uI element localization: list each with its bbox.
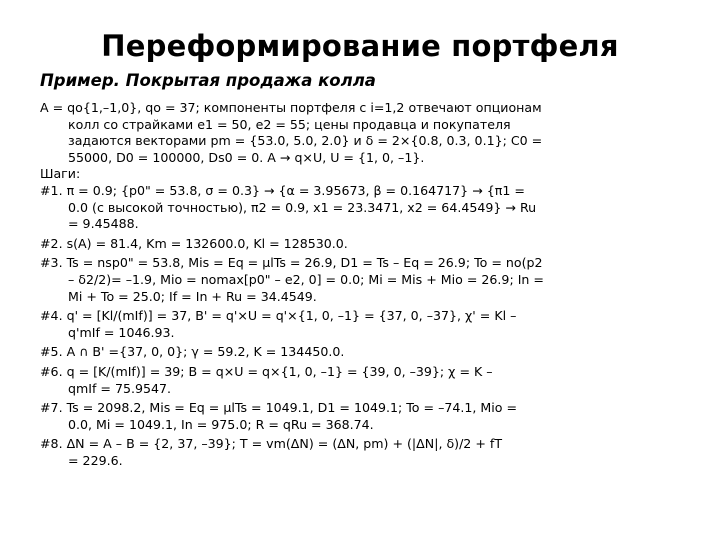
body-line: Шаги: bbox=[40, 166, 81, 182]
body-line: qmIf = 75.9547. bbox=[68, 380, 172, 396]
body-line: #1. π = 0.9; {p0" = 53.8, σ = 0.3} → {α = 3.95673, β = 0.164717} → {π1 = bbox=[40, 182, 525, 198]
body-line: = 229.6. bbox=[68, 452, 123, 468]
body-line: A = qo{1,–1,0}, qo = 37; компоненты портфеля с i=1,2 отвечают опционам bbox=[40, 100, 542, 115]
body-line: = 9.45488. bbox=[68, 216, 139, 232]
body-line: #2. s(A) = 81.4, Km = 132600.0, Kl = 128530.0. bbox=[40, 235, 348, 251]
slide-body bbox=[40, 100, 690, 469]
body-line: #7. Ts = 2098.2, Mis = Eq = μlTs = 1049.1, D1 = 1049.1; To = –74.1, Mio = bbox=[40, 400, 518, 416]
body-line: 0.0 (с высокой точностью), π2 = 0.9, x1 = 23.3471, x2 = 64.4549} → Ru bbox=[68, 199, 537, 215]
body-line: q'mIf = 1046.93. bbox=[68, 324, 175, 340]
body-line: #6. q = [K/(mIf)] = 39; B = q×U = q×{1, 0, –1} = {39, 0, –39}; χ = K – bbox=[40, 363, 493, 379]
example-heading: Пример. Покрытая продажа колла bbox=[40, 71, 376, 90]
body-line: #3. Ts = nsp0" = 53.8, Mis = Eq = μlTs = 26.9, D1 = Ts – Eq = 26.9; To = no(p2 bbox=[40, 255, 543, 271]
body-line: колл со страйками e1 = 50, e2 = 55; цены продавца и покупателя bbox=[68, 116, 511, 132]
slide-title: Переформирование портфеля bbox=[101, 29, 619, 63]
body-line: 55000, D0 = 100000, Ds0 = 0. A → q×U, U = {1, 0, –1}. bbox=[68, 149, 425, 165]
body-line: задаются векторами pm = {53.0, 5.0, 2.0} и δ = 2×{0.8, 0.3, 0.1}; C0 = bbox=[68, 133, 543, 149]
body-line: 0.0, Mi = 1049.1, In = 975.0; R = qRu = 368.74. bbox=[68, 416, 374, 432]
body-line: #5. A ∩ B' ={37, 0, 0}; γ = 59.2, K = 134450.0. bbox=[40, 344, 345, 360]
body-line: – δ2/2)= –1.9, Mio = nomax[p0" – e2, 0] = 0.0; Mi = Mis + Mio = 26.9; In = bbox=[68, 271, 544, 287]
body-line: #4. q' = [Kl/(mIf)] = 37, B' = q'×U = q'×{1, 0, –1} = {37, 0, –37}, χ' = Kl – bbox=[40, 308, 517, 324]
body-line: Mi + To = 25.0; If = In + Ru = 34.4549. bbox=[68, 288, 317, 304]
body-line: #8. ΔN = A – B = {2, 37, –39}; T = vm(ΔN) = (ΔN, pm) + (|ΔN|, δ)/2 + fT bbox=[40, 436, 503, 452]
